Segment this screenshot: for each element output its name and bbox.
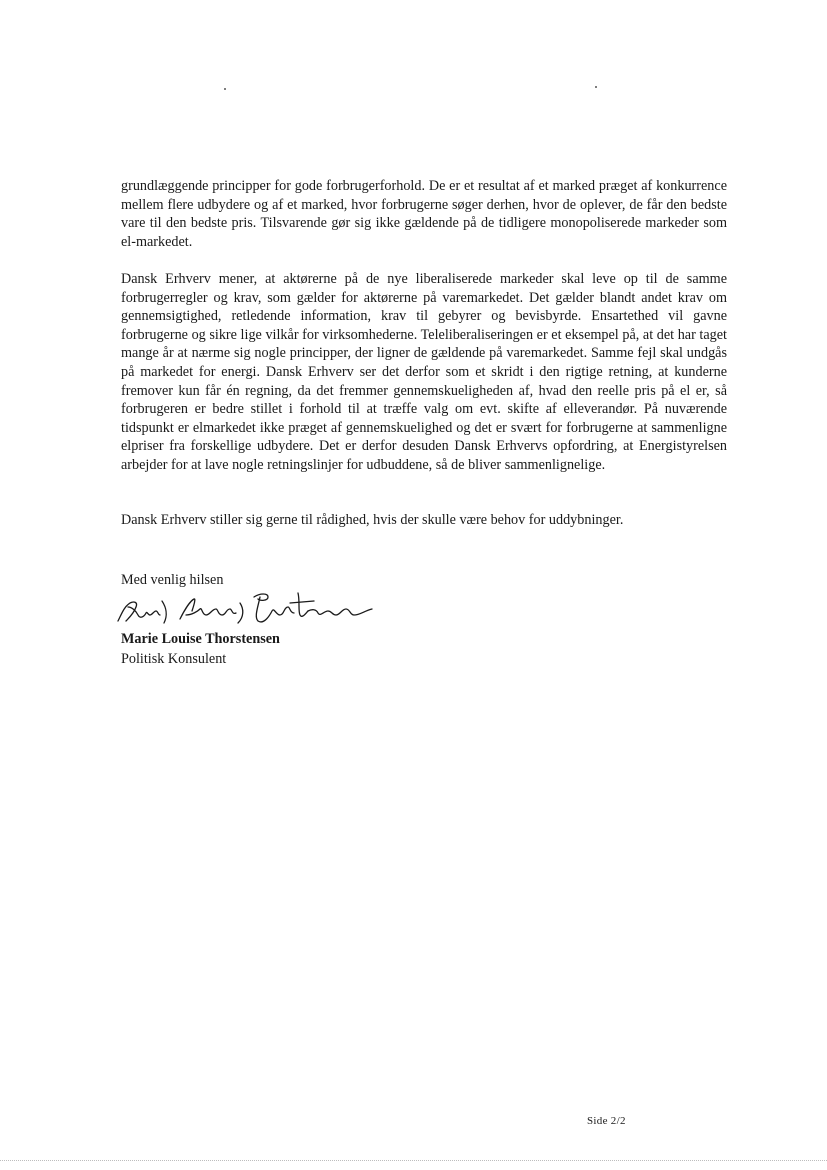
page-number: Side 2/2 [587, 1115, 626, 1127]
paragraph-principles: grundlæggende principper for gode forbrugerforhold. De er et resultat af et marked præget af konkurrence mellem flere udbydere og af et marked, hvor forbrugerne søger derhen, hvor de oplever, de får den bedste vare til den bedste pris. Tilsvarende gør sig ikke gældende på de tidligere monopoliserede markeder som el-markedet. [121, 178, 727, 250]
closing-greeting: Med venlig hilsen [121, 572, 224, 588]
signer-title: Politisk Konsulent [121, 651, 227, 667]
signer-name: Marie Louise Thorstensen [121, 631, 280, 647]
scan-speck [224, 88, 226, 90]
paragraph-availability: Dansk Erhverv stiller sig gerne til rådighed, hvis der skulle være behov for uddybninger. [121, 512, 624, 528]
handwritten-signature-icon [114, 585, 376, 631]
scan-speck [595, 86, 597, 88]
paragraph-liberalized-markets: Dansk Erhverv mener, at aktørerne på de nye liberaliserede markeder skal leve op til de samme forbrugerregler og krav, som gælder for aktørerne på varemarkedet. Det gælder blandt andet krav om gennemsigtighed, retledende information, krav til gebyrer og bevisbyrde. Ensartethed vil gavne forbrugerne og sikre lige vilkår for virksomhederne. Teleliberaliseringen er et eksempel på, at det har taget mange år at nærme sig nogle principper, der ligner de gældende på varemarkedet. Samme fejl skal undgås på markedet for energi. Dansk Erhverv ser det derfor som et skridt i den rigtige retning, at kunderne fremover kun får én regning, da det fremmer gennemskueligheden af, hvad den reelle pris på el er, så forbrugeren er bedre stillet i forhold til at træffe valg om evt. skifte af elleverandør. På nuværende tidspunkt er elmarkedet ikke præget af gennemskuelighed og det er svært for forbrugerne at sammenligne elpriser fra forskellige udbydere. Det er derfor desuden Dansk Erhvervs opfordring, at Energistyrelsen arbejder for at lave nogle retningslinjer for udbuddene, så de bliver sammenlignelige. [121, 271, 727, 473]
page-bottom-edge [0, 1160, 827, 1161]
